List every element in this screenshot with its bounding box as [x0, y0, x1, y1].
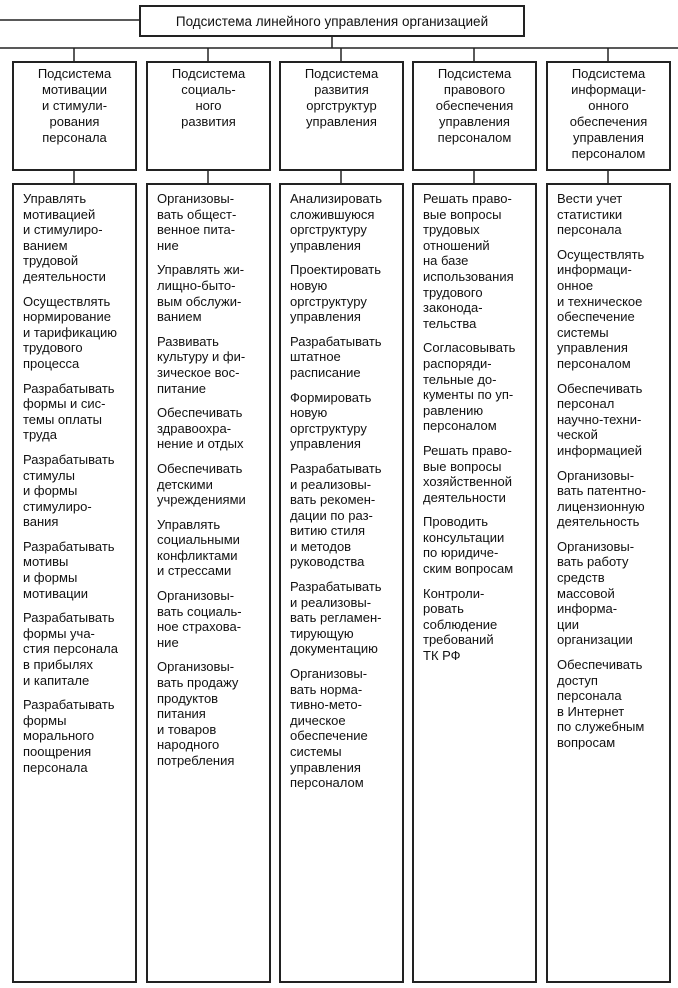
subsystem-header-3: Подсистема развития оргструктур управления: [279, 61, 404, 171]
subsystem-tasks-3: [279, 183, 404, 983]
subsystem-header-2: Подсистема социаль- ного развития: [146, 61, 271, 171]
task-item: Обеспечивать здравоохра- нение и отдых: [157, 405, 244, 452]
subsystem-tasks-2: [146, 183, 271, 983]
task-item: Контроли- ровать соблюдение требований ТК РФ: [423, 585, 498, 664]
task-item: Осуществлять информаци- онное и техническое обеспечение системы управления персоналом: [557, 246, 645, 371]
subsystem-tasks-5: [546, 183, 671, 983]
task-item: Разрабатывать формы уча- стия персонала в прибылях и капитале: [23, 610, 118, 688]
subsystem-tasks-4: [412, 183, 537, 983]
task-item: Разрабатывать и реализовы- вать рекомен- дации по раз- витию стиля и методов руководства: [290, 460, 382, 570]
task-item: Развивать культуру и фи- зическое вос- питание: [157, 333, 246, 396]
task-item: Обеспечивать доступ персонала в Интернет по служебным вопросам: [557, 657, 645, 750]
task-item: Управлять социальными конфликтами и стрессами: [157, 516, 240, 579]
task-item: Организовы- вать общест- венное пита- ние: [157, 191, 237, 253]
task-item: Анализировать сложившуюся оргструктуру управления: [290, 191, 383, 253]
task-item: Обеспечивать персонал научно-техни- ческой информацией: [557, 380, 643, 458]
subsystem-header-1: Подсистема мотивации и стимули- рования персонала: [12, 61, 137, 171]
task-item: Решать право- вые вопросы хозяйственной деятельности: [423, 442, 512, 505]
task-item: Организовы- вать социаль- ное страхова- ние: [157, 588, 242, 650]
task-item: Разрабатывать формы морального поощрения персонала: [23, 697, 115, 775]
task-item: Управлять жи- лищно-быто- вым обслужи- ванием: [157, 262, 245, 325]
task-item: Обеспечивать детскими учреждениями: [157, 460, 246, 508]
task-item: Проводить консультации по юридиче- ским вопросам: [423, 514, 514, 577]
task-item: Согласовывать распоряди- тельные до- кументы по уп- равлению персоналом: [423, 340, 516, 434]
task-item: Разрабатывать мотивы и формы мотивации: [23, 538, 115, 601]
task-item: Вести учет статистики персонала: [557, 191, 623, 238]
task-item: Разрабатывать и реализовы- вать регламен- тирующую документацию: [290, 579, 382, 657]
subsystem-tasks-1: [12, 183, 137, 983]
task-item: Решать право- вые вопросы трудовых отношений на базе использования трудового законода- тельства: [423, 191, 514, 331]
task-item: Формировать новую оргструктуру управления: [290, 389, 372, 452]
task-item: Управлять мотивацией и стимулиро- ванием трудовой деятельности: [23, 191, 106, 284]
task-item: Организовы- вать работу средств массовой информа- ции организации: [557, 538, 635, 648]
subsystem-header-4: Подсистема правового обеспечения управления персоналом: [412, 61, 537, 171]
task-item: Разрабатывать формы и сис- темы оплаты труда: [23, 380, 115, 443]
diagram-title: Подсистема линейного управления организацией: [175, 13, 489, 29]
task-item: Разрабатывать стимулы и формы стимулиро- вания: [23, 451, 115, 530]
subsystem-header-5: Подсистема информаци- онного обеспечения управления персоналом: [546, 61, 671, 171]
task-item: Организовы- вать норма- тивно-мето- дическое обеспечение системы управления персоналом: [290, 666, 368, 791]
task-item: Осуществлять нормирование и тарификацию трудового процесса: [23, 293, 118, 371]
top-box: [139, 5, 525, 37]
task-item: Организовы- вать продажу продуктов питания и товаров народного потребления: [157, 659, 239, 768]
task-item: Проектировать новую оргструктуру управления: [290, 262, 381, 325]
task-item: Организовы- вать патентно- лицензионную деятельность: [557, 467, 646, 530]
task-item: Разрабатывать штатное расписание: [290, 333, 382, 380]
